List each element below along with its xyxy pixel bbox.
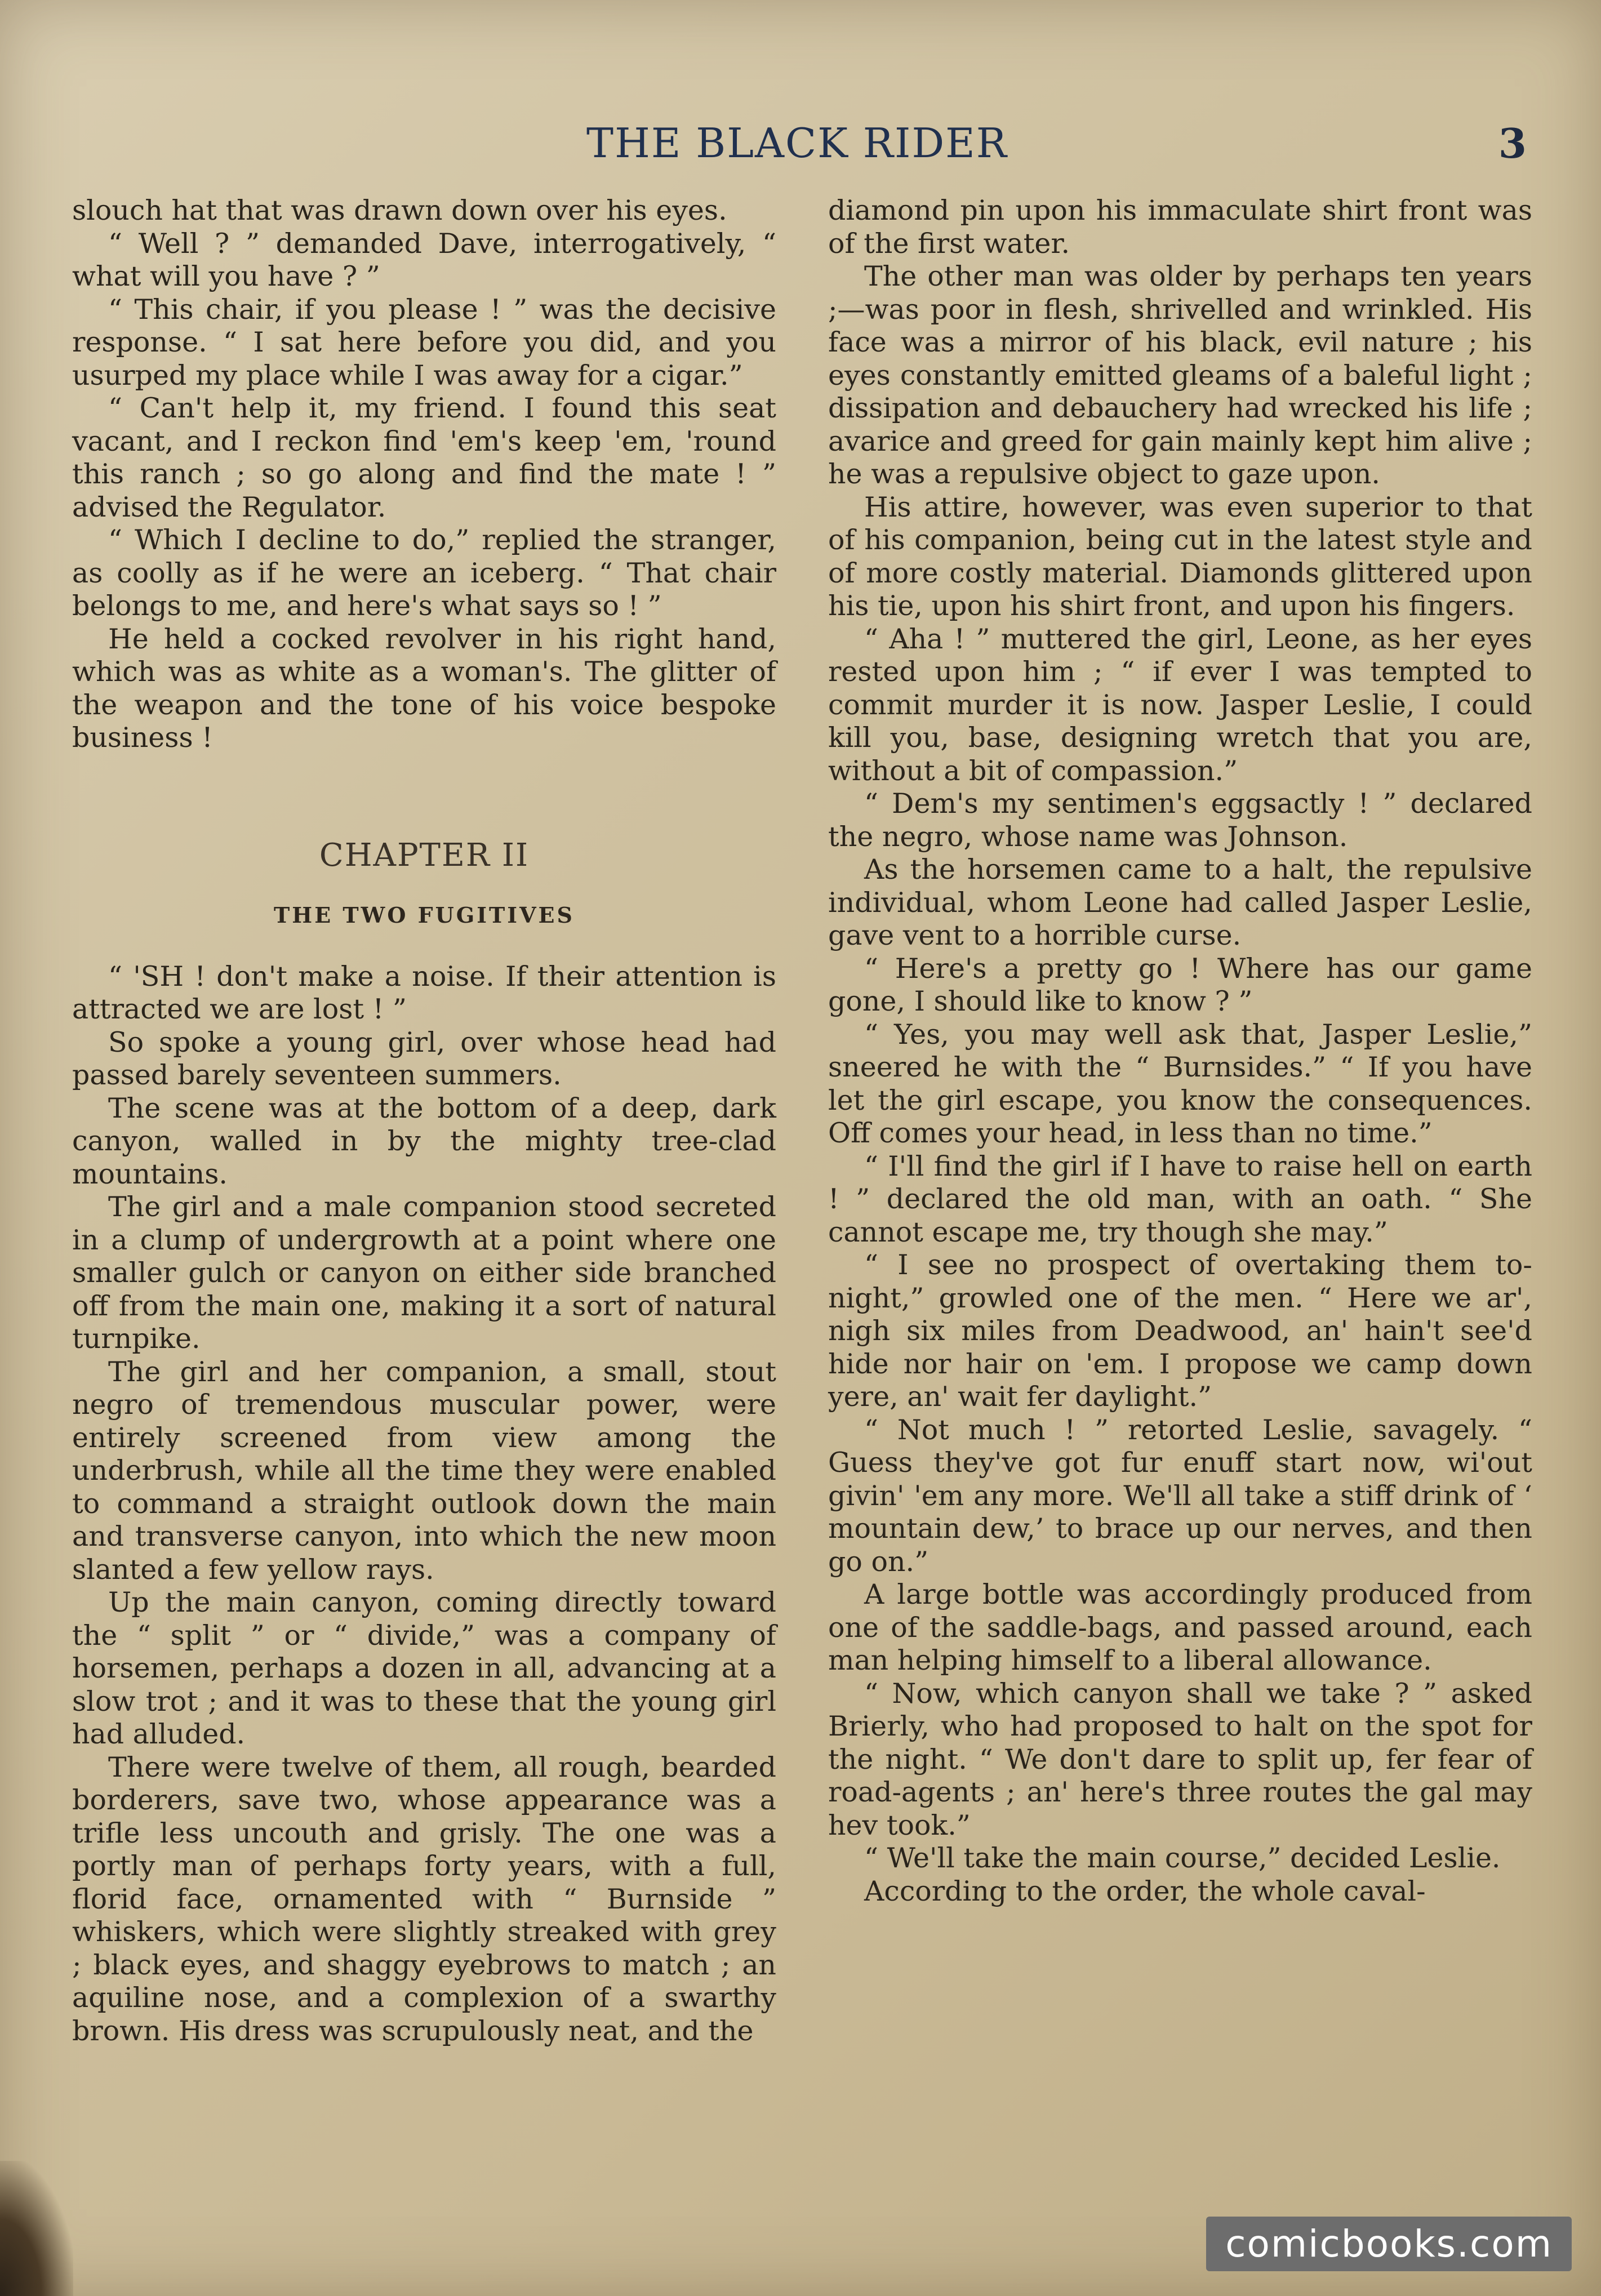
paragraph: “ Aha ! ” muttered the girl, Leone, as her eyes rested upon him ; “ if ever I was tempted to commit murder it is now. Jasper Leslie, I could kill you, base, designing wretch that you are, without a bit of compassion.”: [828, 622, 1532, 787]
paragraph: “ Dem's my sentimen's eggsactly ! ” declared the negro, whose name was Johnson.: [828, 787, 1532, 853]
paragraph: As the horsemen came to a halt, the repulsive individual, whom Leone had called Jasper Leslie, gave vent to a horrible curse.: [828, 853, 1532, 951]
paragraph: So spoke a young girl, over whose head had passed barely seventeen summers.: [72, 1026, 776, 1091]
page-header: [68, 119, 1527, 170]
paragraph: “ I see no prospect of overtaking them to-night,” growled one of the men. “ Here we ar', nigh six miles from Deadwood, an' hain't see'd hide nor hair on 'em. I propose we camp down yere, an' wait fer daylight.”: [828, 1249, 1532, 1413]
paragraph: “ Here's a pretty go ! Where has our game gone, I should like to know ? ”: [828, 952, 1532, 1017]
paragraph: “ Yes, you may well ask that, Jasper Leslie,” sneered he with the “ Burnsides.” “ If you have let the girl escape, you know the consequences. Off comes your head, in less than no time.”: [828, 1018, 1532, 1149]
paragraph: The girl and her companion, a small, stout negro of tremendous muscular power, were entirely screened from view among the underbrush, while all the time they were enabled to command a straight outlook down the main and transverse canyon, into which the new moon slanted a few yellow rays.: [72, 1355, 776, 1586]
paragraph: slouch hat that was drawn down over his eyes.: [72, 194, 727, 226]
paragraph: “ Which I decline to do,” replied the stranger, as coolly as if he were an iceberg. “ That chair belongs to me, and here's what says so ! ”: [72, 524, 776, 622]
paragraph: diamond pin upon his immaculate shirt front was of the first water.: [828, 194, 1532, 260]
paragraph: His attire, however, was even superior to that of his companion, being cut in the latest style and of more costly material. Diamonds glittered upon his tie, upon his shirt front, and upon his fingers.: [828, 491, 1532, 622]
paragraph: The scene was at the bottom of a deep, dark canyon, walled in by the mighty tree-clad mountains.: [72, 1092, 776, 1190]
paragraph: Up the main canyon, coming directly toward the “ split ” or “ divide,” was a company of horsemen, perhaps a dozen in all, advancing at a slow trot ; and it was to these that the young girl had alluded.: [72, 1586, 776, 1750]
page-corner-shadow: [0, 2161, 73, 2296]
paragraph: “ Can't help it, my friend. I found this seat vacant, and I reckon find 'em's keep 'em, 'round this ranch ; so go along and find the mate ! ” advised the Regulator.: [72, 392, 776, 523]
chapter-heading: CHAPTER II: [319, 836, 530, 874]
paragraph: “ We'll take the main course,” decided Leslie.: [864, 1842, 1501, 1874]
paragraph: “ Not much ! ” retorted Leslie, savagely. “ Guess they've got fur enuff start now, wi'out givin' 'em any more. We'll all take a stiff drink of ‘ mountain dew,’ to brace up our nerves, and then go on.”: [828, 1413, 1532, 1578]
paragraph: “ This chair, if you please ! ” was the decisive response. “ I sat here before you did, and you usurped my place while I was away for a cigar.”: [72, 293, 776, 391]
chapter-subtitle: THE TWO FUGITIVES: [274, 902, 575, 928]
paragraph: The other man was older by perhaps ten years ;—was poor in flesh, shrivelled and wrinkled. His face was a mirror of his black, evil nature ; his eyes constantly emitted gleams of a baleful light ; dissipation and debauchery had wrecked his life ; avarice and greed for gain mainly kept him alive ; he was a repulsive object to gaze upon.: [828, 260, 1532, 490]
paragraph: There were twelve of them, all rough, bearded borderers, save two, whose appearance was a trifle less uncouth and grisly. The one was a portly man of perhaps forty years, with a full, florid face, ornamented with “ Burnside ” whiskers, which were slightly streaked with grey ; black eyes, and shaggy eyebrows to match ; an aquiline nose, and a complexion of a swarthy brown. His dress was scrupulously neat, and the: [72, 1751, 776, 2047]
left-column: [72, 194, 776, 2048]
paragraph: “ I'll find the girl if I have to raise hell on earth ! ” declared the old man, with an oath. “ She cannot escape me, try though she may.”: [828, 1150, 1532, 1248]
page-number: 3: [1498, 119, 1527, 167]
paragraph: “ 'SH ! don't make a noise. If their attention is attracted we are lost ! ”: [72, 960, 776, 1025]
paragraph: “ Now, which canyon shall we take ? ” asked Brierly, who had proposed to halt on the spot for the night. “ We don't dare to split up, fer fear of road-agents ; an' here's three routes the gal may hev took.”: [828, 1677, 1532, 1841]
paragraph: According to the order, the whole caval-: [864, 1875, 1426, 1907]
running-title: THE BLACK RIDER: [586, 119, 1008, 167]
paragraph: He held a cocked revolver in his right hand, which was as white as a woman's. The glitter of the weapon and the tone of his voice bespoke business !: [72, 622, 776, 754]
paragraph: A large bottle was accordingly produced from one of the saddle-bags, and passed around, each man helping himself to a liberal allowance.: [828, 1578, 1532, 1676]
right-column: [828, 194, 1532, 1908]
paragraph: “ Well ? ” demanded Dave, interrogatively, “ what will you have ? ”: [72, 227, 776, 292]
paragraph: The girl and a male companion stood secreted in a clump of undergrowth at a point where one smaller gulch or canyon on either side branched off from the main one, making it a sort of natural turnpike.: [72, 1191, 776, 1355]
watermark-logo: comicbooks.com: [1206, 2217, 1572, 2271]
